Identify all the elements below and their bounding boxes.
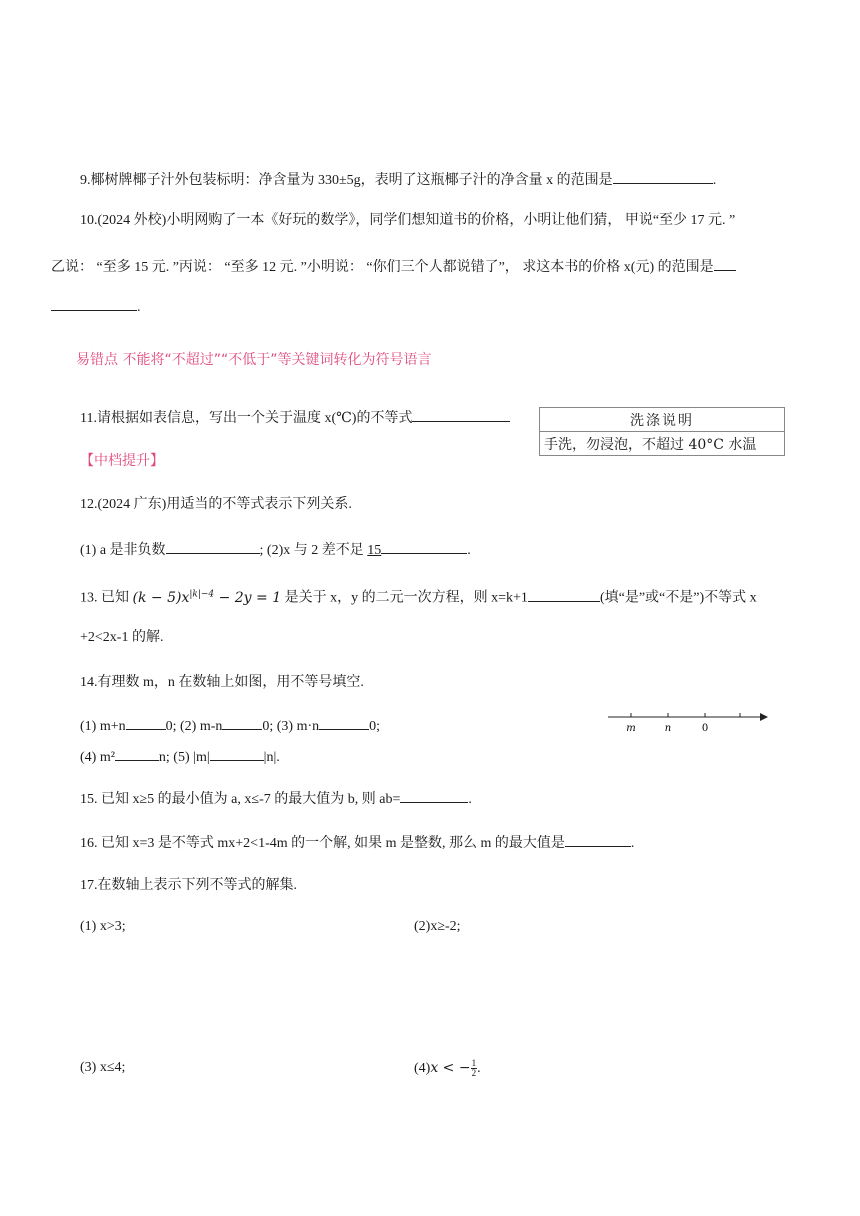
answer-blank[interactable] bbox=[381, 539, 467, 554]
question-10-text-1: 10.(2024 外校)小明网购了一本《好玩的数学》，同学们想知道书的价格，小明让他们猜， 甲说“至少 17 元. ” bbox=[80, 213, 736, 228]
question-15 bbox=[80, 788, 472, 810]
question-10-line-2 bbox=[51, 256, 736, 278]
part-4-text: (4) m² bbox=[80, 750, 115, 765]
question-9-end: . bbox=[712, 173, 717, 188]
question-10-line-1 bbox=[80, 211, 735, 231]
question-10-line-3 bbox=[51, 296, 141, 318]
washing-instructions-table bbox=[539, 407, 785, 456]
part-2-number: 15 bbox=[367, 543, 382, 558]
question-14-parts-2 bbox=[80, 746, 280, 768]
answer-blank[interactable] bbox=[126, 715, 166, 730]
part-3-end: 0; bbox=[369, 719, 381, 734]
question-17: 17.在数轴上表示下列不等式的解集. bbox=[80, 878, 297, 893]
number-line-figure bbox=[600, 705, 775, 737]
question-10-text-2: 乙说： “至多 15 元. ”丙说： “至多 12 元. ”小明说： “你们三个人都说错了”， 求这本书的价格 x(元) 的范围是 bbox=[51, 260, 714, 275]
part-2-text: ; (2)x 与 2 差不足 bbox=[259, 543, 364, 558]
question-17-part-1: (1) x>3; bbox=[80, 919, 126, 934]
fraction-numerator: 1 bbox=[471, 1058, 477, 1069]
part-3-text: 0; (3) m·n bbox=[262, 719, 320, 734]
equation bbox=[133, 590, 282, 606]
equation-part-b: − 2y = 1 bbox=[214, 589, 282, 606]
part-2-text: 0; (2) m-n bbox=[165, 719, 223, 734]
part-5-end: |n|. bbox=[263, 750, 280, 765]
answer-blank[interactable] bbox=[613, 169, 713, 184]
question-9 bbox=[80, 169, 716, 191]
answer-blank[interactable] bbox=[166, 539, 260, 554]
answer-blank[interactable] bbox=[115, 746, 159, 761]
question-16-end: . bbox=[630, 836, 635, 851]
question-11-text: 11.请根据如表信息，写出一个关于温度 x(℃)的不等式 bbox=[80, 411, 413, 426]
question-13-line-2: +2<2x-1 的解. bbox=[80, 630, 164, 645]
question-15-text: 15. 已知 x≥5 的最小值为 a, x≤-7 的最大值为 b, 则 ab= bbox=[80, 792, 401, 807]
inequality: x < − bbox=[430, 1060, 471, 1076]
answer-blank[interactable] bbox=[528, 587, 600, 602]
question-17-part-4 bbox=[414, 1058, 481, 1079]
answer-blank[interactable] bbox=[319, 715, 369, 730]
table-content: 手洗，勿浸泡，不超过 40°C 水温 bbox=[540, 432, 785, 456]
question-17-part-3: (3) x≤4; bbox=[80, 1060, 126, 1075]
question-12-end: . bbox=[467, 543, 471, 558]
label-m: m bbox=[626, 723, 636, 734]
label-n: n bbox=[664, 723, 672, 734]
fraction-denominator: 2 bbox=[471, 1068, 477, 1079]
question-13-tail: (填“是”或“不是”)不等式 x bbox=[599, 590, 757, 606]
label-zero: 0 bbox=[701, 723, 709, 734]
part-4-end: . bbox=[477, 1061, 481, 1076]
question-14: 14.有理数 m，n 在数轴上如图，用不等号填空. bbox=[80, 675, 364, 690]
question-16 bbox=[80, 832, 634, 854]
answer-blank[interactable] bbox=[412, 407, 510, 422]
part-1-text: (1) m+n bbox=[80, 719, 126, 734]
question-10-end: . bbox=[137, 300, 141, 315]
part-5-text: n; (5) |m| bbox=[158, 750, 210, 765]
question-9-text: 9.椰树牌椰子汁外包装标明：净含量为 330±5g，表明了这瓶椰子汁的净含量 x 的范围是 bbox=[80, 173, 613, 188]
section-heading: 【中档提升】 bbox=[80, 453, 164, 469]
equation-exponent: |k|−4 bbox=[189, 589, 215, 599]
question-13-line-1 bbox=[80, 584, 757, 609]
answer-blank[interactable] bbox=[400, 788, 468, 803]
table-header: 洗涤说明 bbox=[540, 408, 785, 432]
part-4-prefix: (4) bbox=[414, 1061, 431, 1076]
question-12: 12.(2024 广东)用适当的不等式表示下列关系. bbox=[80, 497, 352, 512]
answer-blank-continued[interactable] bbox=[51, 296, 137, 311]
question-13-prefix: 13. 已知 bbox=[80, 590, 129, 606]
question-14-parts-1 bbox=[80, 715, 380, 737]
question-13-mid: 是关于 x，y 的二元一次方程，则 x=k+1 bbox=[284, 590, 528, 606]
question-15-end: . bbox=[468, 792, 472, 807]
part-1-text: (1) a 是非负数 bbox=[80, 543, 166, 558]
arrow-right-icon bbox=[760, 713, 768, 721]
equation-part-a: (k − 5)x bbox=[132, 589, 190, 606]
answer-blank[interactable] bbox=[714, 256, 736, 271]
question-12-parts bbox=[80, 539, 471, 561]
answer-blank[interactable] bbox=[222, 715, 262, 730]
question-17-part-2: (2)x≥-2; bbox=[414, 919, 461, 934]
answer-blank[interactable] bbox=[210, 746, 264, 761]
common-mistake-tip: 易错点 不能将“不超过”“不低于”等关键词转化为符号语言 bbox=[76, 352, 432, 368]
question-11 bbox=[80, 407, 510, 429]
question-16-text: 16. 已知 x=3 是不等式 mx+2<1-4m 的一个解, 如果 m 是整数, 那么 m 的最大值是 bbox=[80, 836, 565, 851]
answer-blank[interactable] bbox=[565, 832, 631, 847]
